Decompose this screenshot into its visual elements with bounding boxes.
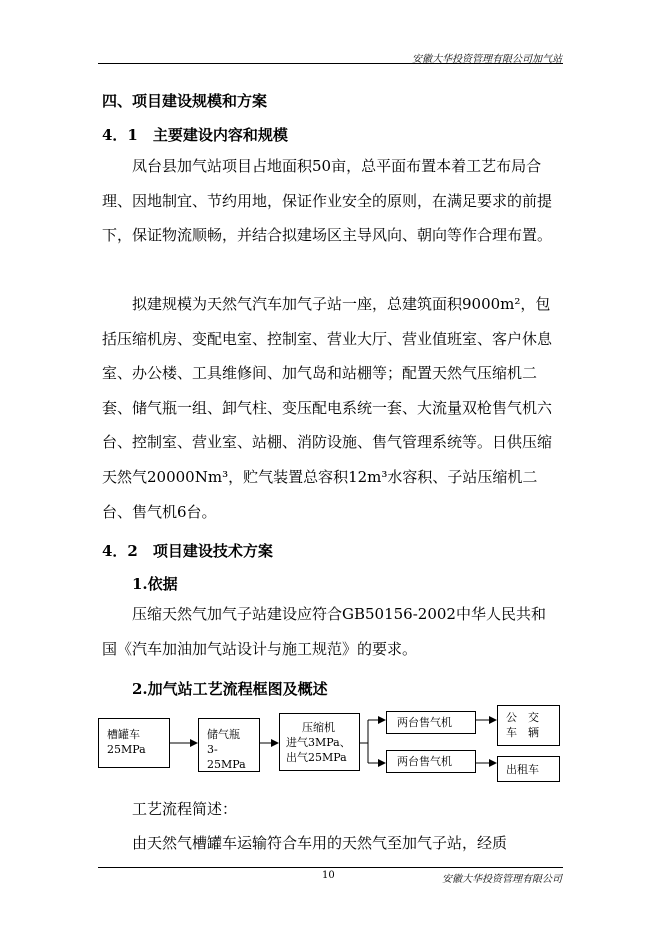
subsection-4-2-title: 4．2 项目建设技术方案 (102, 542, 273, 560)
box-tanker: 槽罐车 25MPa (98, 718, 170, 768)
paragraph-basis: 压缩天然气加气子站建设应符合GB50156-2002中华人民共和国《汽车加油加气站设计与施工规范》的要求。 (102, 605, 546, 658)
box-bus: 公 交 车 辆 (497, 705, 560, 746)
box-compressor: 压缩机 进气3MPa、 出气25MPa (279, 713, 360, 771)
footer-company: 安徽大华投资管理有限公司 (442, 874, 562, 885)
basis-heading: 1.依据 (132, 575, 178, 593)
flow-intro: 工艺流程简述： (132, 800, 238, 818)
box-dispenser-top: 两台售气机 (386, 711, 476, 734)
box-dispenser-bottom: 两台售气机 (386, 750, 476, 773)
paragraph-site-layout: 凤台县加气站项目占地面积50亩，总平面布置本着工艺布局合理、因地制宜、节约用地，保证作业安全的原则，在满足要求的前提下，保证物流顺畅，并结合拟建场区主导风向、朝向等作合理布置。 (102, 157, 553, 245)
page-number: 10 (322, 870, 335, 881)
box-storage: 储气瓶 3- 25MPa (198, 718, 260, 772)
box-taxi: 出租车 (497, 756, 560, 782)
section-title: 四、项目建设规模和方案 (102, 92, 268, 110)
flow-text: 由天然气槽罐车运输符合车用的天然气至加气子站，经质 (132, 834, 508, 852)
header-company: 安徽大华投资管理有限公司加气站 (412, 54, 562, 65)
paragraph-build-scale: 拟建规模为天然气汽车加气子站一座，总建筑面积9000m²，包括压缩机房、变配电室、控制室、营业大厅、营业值班室、客户休息室、办公楼、工具维修间、加气岛和站棚等；配置天然气压缩机二套、储气瓶一组、卸气柱、变压配电系统一套、大流量双枪售气机六台、控制室、营业室、站棚、消防设施、售气管理系统等。日供压缩天然气20000Nm³，贮气装置总容积12m³水容积、子站压缩机二台、售气机6台。 (102, 295, 553, 521)
subsection-4-1-title: 4．1 主要建设内容和规模 (102, 126, 288, 144)
flowchart-heading: 2.加气站工艺流程框图及概述 (132, 680, 328, 698)
footer-rule (98, 867, 563, 868)
